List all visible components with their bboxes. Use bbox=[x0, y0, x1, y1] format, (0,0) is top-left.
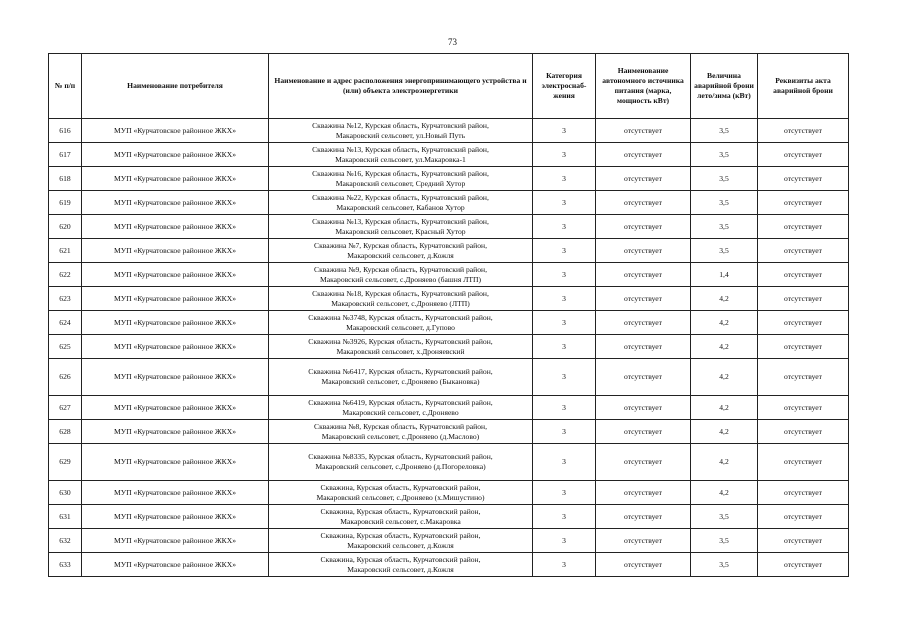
autonomous-source: отсутствует bbox=[596, 359, 691, 396]
autonomous-source: отсутствует bbox=[596, 396, 691, 420]
object-address-line: Макаровский сельсовет, д.Кожля bbox=[347, 540, 454, 550]
object-address bbox=[269, 311, 533, 335]
header-category: Категория электроснаб-жения bbox=[533, 54, 596, 119]
emergency-reserve: 3,5 bbox=[691, 191, 758, 215]
object-address-line: Макаровский сельсовет, ул.Новый Путь bbox=[335, 130, 466, 140]
autonomous-source: отсутствует bbox=[596, 444, 691, 481]
row-number: 623 bbox=[49, 287, 82, 311]
header-act: Реквизиты акта аварийной брони bbox=[758, 54, 849, 119]
object-address-line: Макаровский сельсовет, с.Дроняево (д.Погореловка) bbox=[315, 462, 486, 471]
consumers-table bbox=[48, 53, 849, 577]
table-row bbox=[49, 529, 849, 553]
row-number: 621 bbox=[49, 239, 82, 263]
row-number: 632 bbox=[49, 529, 82, 553]
reserve-act: отсутствует bbox=[758, 143, 849, 167]
object-address-line: Макаровский сельсовет, Средний Хутор bbox=[335, 178, 466, 188]
reserve-act: отсутствует bbox=[758, 359, 849, 396]
supply-category: 3 bbox=[533, 119, 596, 143]
object-address-line: Скважина №3926, Курская область, Курчатовский район, bbox=[308, 336, 493, 346]
table-row bbox=[49, 167, 849, 191]
object-address bbox=[269, 119, 533, 143]
object-address-line: Скважина, Курская область, Курчатовский район, bbox=[320, 482, 481, 492]
object-address-line: Скважина, Курская область, Курчатовский район, bbox=[320, 530, 481, 540]
object-address bbox=[269, 239, 533, 263]
object-address-line: Скважина №22, Курская область, Курчатовский район, bbox=[312, 192, 489, 202]
object-address-line: Скважина №12, Курская область, Курчатовский район, bbox=[312, 120, 489, 130]
consumer-name: МУП «Курчатовское районное ЖКХ» bbox=[82, 167, 269, 191]
object-address-line: Скважина №9, Курская область, Курчатовский район, bbox=[314, 264, 487, 274]
reserve-act: отсутствует bbox=[758, 444, 849, 481]
object-address-line: Макаровский сельсовет, ул.Макаровка-1 bbox=[335, 154, 466, 164]
supply-category: 3 bbox=[533, 444, 596, 481]
row-number: 619 bbox=[49, 191, 82, 215]
object-address bbox=[269, 191, 533, 215]
object-address bbox=[269, 553, 533, 577]
table-row bbox=[49, 311, 849, 335]
reserve-act: отсутствует bbox=[758, 215, 849, 239]
reserve-act: отсутствует bbox=[758, 287, 849, 311]
table-row bbox=[49, 359, 849, 396]
reserve-act: отсутствует bbox=[758, 311, 849, 335]
row-number: 631 bbox=[49, 505, 82, 529]
consumer-name: МУП «Курчатовское районное ЖКХ» bbox=[82, 529, 269, 553]
autonomous-source: отсутствует bbox=[596, 167, 691, 191]
supply-category: 3 bbox=[533, 335, 596, 359]
autonomous-source: отсутствует bbox=[596, 481, 691, 505]
emergency-reserve: 4,2 bbox=[691, 420, 758, 444]
emergency-reserve: 3,5 bbox=[691, 119, 758, 143]
row-number: 630 bbox=[49, 481, 82, 505]
object-address-line: Макаровский сельсовет, д.Гупово bbox=[346, 322, 455, 332]
object-address-line: Макаровский сельсовет, д.Кожля bbox=[347, 250, 454, 260]
supply-category: 3 bbox=[533, 191, 596, 215]
consumer-name: МУП «Курчатовское районное ЖКХ» bbox=[82, 359, 269, 396]
row-number: 626 bbox=[49, 359, 82, 396]
object-address bbox=[269, 263, 533, 287]
emergency-reserve: 4,2 bbox=[691, 287, 758, 311]
reserve-act: отсутствует bbox=[758, 119, 849, 143]
object-address-line: Макаровский сельсовет, Кабанов Хутор bbox=[336, 202, 465, 212]
table-row bbox=[49, 335, 849, 359]
emergency-reserve: 4,2 bbox=[691, 335, 758, 359]
table-row bbox=[49, 505, 849, 529]
supply-category: 3 bbox=[533, 287, 596, 311]
supply-category: 3 bbox=[533, 215, 596, 239]
reserve-act: отсутствует bbox=[758, 529, 849, 553]
table-row bbox=[49, 143, 849, 167]
emergency-reserve: 3,5 bbox=[691, 505, 758, 529]
object-address bbox=[269, 143, 533, 167]
table-row bbox=[49, 420, 849, 444]
table-row bbox=[49, 481, 849, 505]
consumer-name: МУП «Курчатовское районное ЖКХ» bbox=[82, 335, 269, 359]
reserve-act: отсутствует bbox=[758, 396, 849, 420]
supply-category: 3 bbox=[533, 167, 596, 191]
autonomous-source: отсутствует bbox=[596, 143, 691, 167]
object-address-line: Макаровский сельсовет, с.Дроняево (ЛТП) bbox=[331, 298, 470, 308]
row-number: 629 bbox=[49, 444, 82, 481]
header-num: № п/п bbox=[49, 54, 82, 119]
supply-category: 3 bbox=[533, 143, 596, 167]
emergency-reserve: 3,5 bbox=[691, 529, 758, 553]
table-row bbox=[49, 119, 849, 143]
object-address bbox=[269, 335, 533, 359]
consumer-name: МУП «Курчатовское районное ЖКХ» bbox=[82, 444, 269, 481]
row-number: 617 bbox=[49, 143, 82, 167]
reserve-act: отсутствует bbox=[758, 167, 849, 191]
object-address-line: Макаровский сельсовет, д.Кожля bbox=[347, 564, 454, 574]
table-header-row bbox=[49, 54, 849, 119]
object-address-line: Макаровский сельсовет, с.Дроняево (х.Мишустино) bbox=[316, 492, 485, 502]
consumer-name: МУП «Курчатовское районное ЖКХ» bbox=[82, 553, 269, 577]
table-row bbox=[49, 396, 849, 420]
object-address-line: Скважина №16, Курская область, Курчатовский район, bbox=[312, 168, 489, 178]
object-address bbox=[269, 287, 533, 311]
consumer-name: МУП «Курчатовское районное ЖКХ» bbox=[82, 311, 269, 335]
table-row bbox=[49, 191, 849, 215]
object-address-line: Скважина №7, Курская область, Курчатовский район, bbox=[314, 240, 487, 250]
object-address-line: Макаровский сельсовет, х.Дроняевский bbox=[336, 346, 465, 356]
autonomous-source: отсутствует bbox=[596, 505, 691, 529]
reserve-act: отсутствует bbox=[758, 191, 849, 215]
autonomous-source: отсутствует bbox=[596, 553, 691, 577]
row-number: 624 bbox=[49, 311, 82, 335]
autonomous-source: отсутствует bbox=[596, 263, 691, 287]
consumer-name: МУП «Курчатовское районное ЖКХ» bbox=[82, 191, 269, 215]
object-address-line: Скважина №18, Курская область, Курчатовский район, bbox=[312, 288, 489, 298]
object-address-line: Скважина №13, Курская область, Курчатовский район, bbox=[312, 144, 489, 154]
row-number: 633 bbox=[49, 553, 82, 577]
consumer-name: МУП «Курчатовское районное ЖКХ» bbox=[82, 143, 269, 167]
table-body bbox=[49, 119, 849, 577]
supply-category: 3 bbox=[533, 263, 596, 287]
emergency-reserve: 4,2 bbox=[691, 359, 758, 396]
object-address bbox=[269, 420, 533, 444]
emergency-reserve: 4,2 bbox=[691, 444, 758, 481]
autonomous-source: отсутствует bbox=[596, 239, 691, 263]
object-address bbox=[269, 444, 533, 481]
object-address bbox=[269, 396, 533, 420]
object-address-line: Скважина №3748, Курская область, Курчатовский район, bbox=[308, 312, 493, 322]
supply-category: 3 bbox=[533, 529, 596, 553]
autonomous-source: отсутствует bbox=[596, 335, 691, 359]
object-address-line: Скважина №6419, Курская область, Курчатовский район, bbox=[308, 397, 493, 407]
emergency-reserve: 3,5 bbox=[691, 215, 758, 239]
table-row bbox=[49, 239, 849, 263]
reserve-act: отсутствует bbox=[758, 420, 849, 444]
emergency-reserve: 3,5 bbox=[691, 239, 758, 263]
object-address-line: Макаровский сельсовет, с.Дроняево (Быкановка) bbox=[321, 377, 480, 386]
object-address-line: Макаровский сельсовет, с.Дроняево bbox=[342, 407, 459, 417]
autonomous-source: отсутствует bbox=[596, 529, 691, 553]
emergency-reserve: 4,2 bbox=[691, 396, 758, 420]
emergency-reserve: 3,5 bbox=[691, 553, 758, 577]
object-address-line: Скважина, Курская область, Курчатовский район, bbox=[320, 506, 481, 516]
reserve-act: отсутствует bbox=[758, 553, 849, 577]
object-address-line: Скважина №8335, Курская область, Курчатовский район, bbox=[308, 452, 493, 461]
object-address-line: Скважина №6417, Курская область, Курчатовский район, bbox=[308, 367, 493, 376]
table-row bbox=[49, 287, 849, 311]
reserve-act: отсутствует bbox=[758, 263, 849, 287]
row-number: 616 bbox=[49, 119, 82, 143]
emergency-reserve: 4,2 bbox=[691, 481, 758, 505]
header-reserve: Величина аварийной брони лето/зима (кВт) bbox=[691, 54, 758, 119]
reserve-act: отсутствует bbox=[758, 481, 849, 505]
header-consumer: Наименование потребителя bbox=[82, 54, 269, 119]
emergency-reserve: 3,5 bbox=[691, 143, 758, 167]
object-address bbox=[269, 359, 533, 396]
table-row bbox=[49, 215, 849, 239]
autonomous-source: отсутствует bbox=[596, 420, 691, 444]
consumer-name: МУП «Курчатовское районное ЖКХ» bbox=[82, 215, 269, 239]
emergency-reserve: 1,4 bbox=[691, 263, 758, 287]
autonomous-source: отсутствует bbox=[596, 119, 691, 143]
emergency-reserve: 4,2 bbox=[691, 311, 758, 335]
object-address-line: Скважина №13, Курская область, Курчатовский район, bbox=[312, 216, 489, 226]
page-number: 73 bbox=[448, 37, 457, 47]
consumer-name: МУП «Курчатовское районное ЖКХ» bbox=[82, 420, 269, 444]
supply-category: 3 bbox=[533, 481, 596, 505]
object-address bbox=[269, 529, 533, 553]
row-number: 625 bbox=[49, 335, 82, 359]
supply-category: 3 bbox=[533, 396, 596, 420]
header-object: Наименование и адрес расположения энергопринимающего устройства и (или) объекта электроэнергетики bbox=[269, 54, 533, 119]
object-address-line: Скважина №8, Курская область, Курчатовский район, bbox=[314, 421, 487, 431]
autonomous-source: отсутствует bbox=[596, 287, 691, 311]
supply-category: 3 bbox=[533, 311, 596, 335]
object-address-line: Макаровский сельсовет, с.Макаровка bbox=[340, 516, 461, 526]
consumer-name: МУП «Курчатовское районное ЖКХ» bbox=[82, 287, 269, 311]
autonomous-source: отсутствует bbox=[596, 311, 691, 335]
row-number: 628 bbox=[49, 420, 82, 444]
consumer-name: МУП «Курчатовское районное ЖКХ» bbox=[82, 119, 269, 143]
emergency-reserve: 3,5 bbox=[691, 167, 758, 191]
object-address-line: Макаровский сельсовет, с.Дроняево (д.Маслово) bbox=[321, 431, 480, 441]
reserve-act: отсутствует bbox=[758, 505, 849, 529]
object-address-line: Скважина, Курская область, Курчатовский район, bbox=[320, 554, 481, 564]
consumer-name: МУП «Курчатовское районное ЖКХ» bbox=[82, 396, 269, 420]
consumer-name: МУП «Курчатовское районное ЖКХ» bbox=[82, 481, 269, 505]
header-source: Наименование автономного источника питания (марка, мощность кВт) bbox=[596, 54, 691, 119]
row-number: 627 bbox=[49, 396, 82, 420]
row-number: 622 bbox=[49, 263, 82, 287]
object-address bbox=[269, 505, 533, 529]
table-row bbox=[49, 553, 849, 577]
supply-category: 3 bbox=[533, 420, 596, 444]
supply-category: 3 bbox=[533, 553, 596, 577]
object-address bbox=[269, 215, 533, 239]
reserve-act: отсутствует bbox=[758, 239, 849, 263]
table-row bbox=[49, 444, 849, 481]
object-address bbox=[269, 481, 533, 505]
consumer-name: МУП «Курчатовское районное ЖКХ» bbox=[82, 505, 269, 529]
reserve-act: отсутствует bbox=[758, 335, 849, 359]
table-row bbox=[49, 263, 849, 287]
consumer-name: МУП «Курчатовское районное ЖКХ» bbox=[82, 239, 269, 263]
autonomous-source: отсутствует bbox=[596, 215, 691, 239]
supply-category: 3 bbox=[533, 505, 596, 529]
object-address bbox=[269, 167, 533, 191]
consumer-name: МУП «Курчатовское районное ЖКХ» bbox=[82, 263, 269, 287]
autonomous-source: отсутствует bbox=[596, 191, 691, 215]
row-number: 620 bbox=[49, 215, 82, 239]
supply-category: 3 bbox=[533, 239, 596, 263]
supply-category: 3 bbox=[533, 359, 596, 396]
row-number: 618 bbox=[49, 167, 82, 191]
object-address-line: Макаровский сельсовет, с.Дроняево (башня ЛТП) bbox=[319, 274, 482, 284]
object-address-line: Макаровский сельсовет, Красный Хутор bbox=[335, 226, 466, 236]
